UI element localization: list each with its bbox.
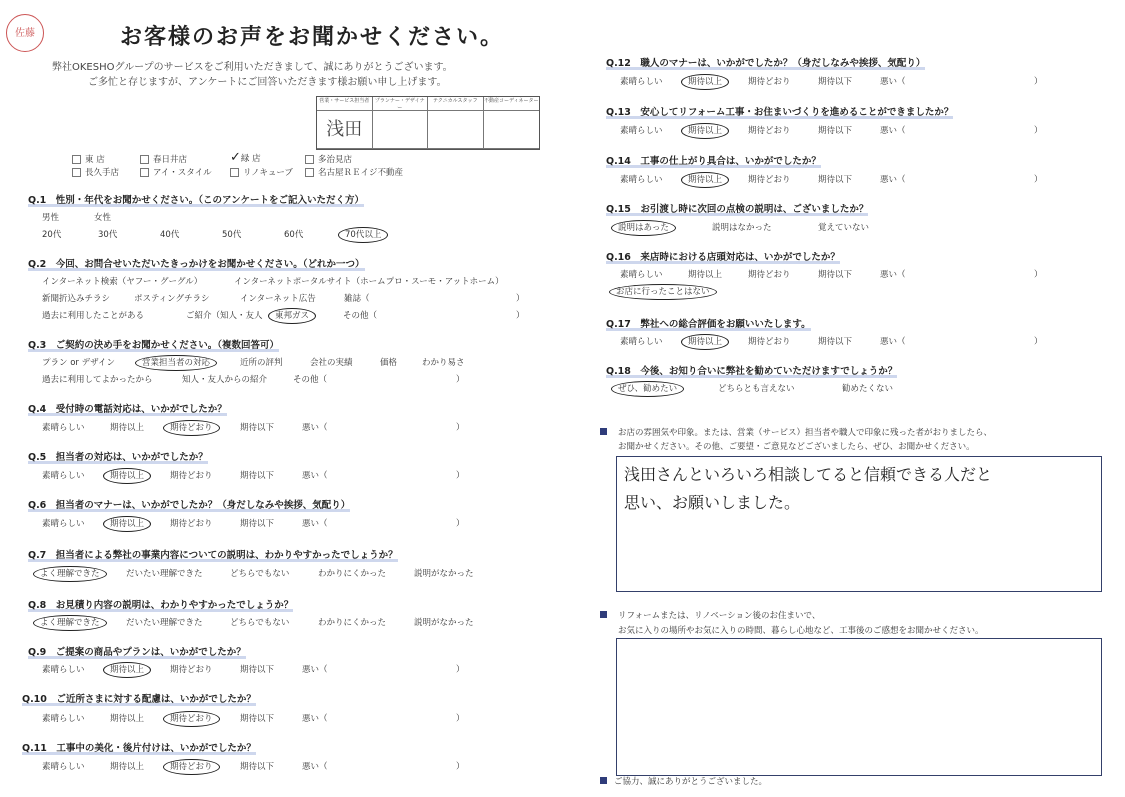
q17-option-below[interactable]: 期待以下 [818, 337, 853, 347]
q17-option-bad[interactable]: 悪い（ [880, 337, 906, 347]
q1-option-20s[interactable]: 20代 [42, 230, 62, 240]
q2-option-portal[interactable]: インターネットポータルサイト（ホームプロ・スーモ・アットホーム） [234, 277, 504, 287]
q2-option-other[interactable]: その他（ [343, 311, 378, 321]
q11-option-as-expected-selected[interactable]: 期待どおり [163, 759, 220, 775]
comment1-prompt-line-1: お店の雰囲気や印象。または、営業（サービス）担当者や職人で印象に残った者がおりましたら、 [618, 428, 993, 438]
bullet-square [600, 428, 607, 435]
staff-value-sales[interactable]: 浅田 [317, 111, 373, 149]
q16-bad-close: ） [1034, 270, 1043, 280]
q2-other-close: ） [516, 311, 525, 321]
q13-option-as-expected[interactable]: 期待どおり [748, 126, 791, 136]
q11-option-above[interactable]: 期待以上 [110, 762, 145, 772]
comment1-prompt-line-2: お聞かせください。その他、ご要望・ご意見などございましたら、ぜひ、お聞かせください。 [618, 442, 975, 452]
q7-option-neutral[interactable]: どちらでもない [230, 569, 290, 579]
store-checkbox-istyle[interactable]: アイ・スタイル [140, 166, 212, 178]
q10-bad-close: ） [456, 714, 465, 724]
staff-value-technical[interactable] [428, 111, 484, 149]
q2-referral-toho-gas[interactable]: 東邦ガス [268, 308, 316, 324]
staff-header-sales: 営業・サービス担当者 [317, 97, 373, 111]
q1-option-male[interactable]: 男性 [42, 213, 60, 223]
q10-option-as-expected-selected[interactable]: 期待どおり [163, 711, 220, 727]
q14-bad-close: ） [1034, 175, 1043, 185]
q4-bad-close: ） [456, 423, 465, 433]
q6-title: Q.6 担当者のマナーは、いかがでしたか？（身だしなみや挨拶、気配り） [28, 497, 350, 511]
q2-option-newspaper[interactable]: 新聞折込みチラシ [42, 294, 111, 304]
q18-title: Q.18 今後、お知り合いに弊社を勧めていただけますでしょうか？ [606, 363, 897, 377]
seal-stamp: 佐藤 [6, 14, 44, 52]
q10-option-excellent[interactable]: 素晴らしい [42, 714, 85, 724]
store-checkbox-nagakute[interactable]: 長久手店 [72, 166, 119, 178]
q12-option-below[interactable]: 期待以下 [818, 77, 853, 87]
store-checkbox-renocube[interactable]: リノキューブ [230, 166, 293, 178]
q4-option-excellent[interactable]: 素晴らしい [42, 423, 85, 433]
store-checkbox-higashi[interactable]: 東 店 [72, 153, 105, 165]
q3-title: Q.3 ご契約の決め手をお聞かせください。（複数回答可） [28, 337, 279, 351]
q16-option-as-expected[interactable]: 期待どおり [748, 270, 791, 280]
q2-option-magazine[interactable]: 雑誌（ [344, 294, 370, 304]
q6-option-bad[interactable]: 悪い（ [302, 519, 328, 529]
q12-option-as-expected[interactable]: 期待どおり [748, 77, 791, 87]
q11-option-bad[interactable]: 悪い（ [302, 762, 328, 772]
q3-option-track-record[interactable]: 会社の実績 [310, 358, 353, 368]
q16-option-bad[interactable]: 悪い（ [880, 270, 906, 280]
q13-option-below[interactable]: 期待以下 [818, 126, 853, 136]
q1-option-60s[interactable]: 60代 [284, 230, 304, 240]
q11-option-below[interactable]: 期待以下 [240, 762, 275, 772]
q18-option-recommend-selected[interactable]: ぜひ、勧めたい [611, 381, 684, 397]
q1-title: Q.1 性別・年代をお聞かせください。（このアンケートをご記入いただく方） [28, 192, 364, 206]
q10-title: Q.10 ご近所さまに対する配慮は、いかがでしたか？ [22, 691, 256, 705]
q10-option-above[interactable]: 期待以上 [110, 714, 145, 724]
staff-header-planner: プランナー・デザイナー [373, 97, 429, 111]
q1-option-70s-selected[interactable]: 70代以上 [338, 227, 388, 243]
q11-title: Q.11 工事中の美化・後片付けは、いかがでしたか？ [22, 740, 256, 754]
bullet-square [600, 777, 607, 784]
q10-option-below[interactable]: 期待以下 [240, 714, 275, 724]
q5-bad-close: ） [456, 471, 465, 481]
q13-option-bad[interactable]: 悪い（ [880, 126, 906, 136]
q1-option-female[interactable]: 女性 [94, 213, 112, 223]
q2-option-web-ad[interactable]: インターネット広告 [240, 294, 316, 304]
q9-option-bad[interactable]: 悪い（ [302, 665, 328, 675]
q18-option-neutral[interactable]: どちらとも言えない [718, 384, 795, 394]
q7-option-mostly[interactable]: だいたい理解できた [126, 569, 203, 579]
staff-header-technical: テクニカルスタッフ [428, 97, 484, 111]
q14-option-above-selected[interactable]: 期待以上 [681, 172, 729, 188]
q8-option-neutral[interactable]: どちらでもない [230, 618, 290, 628]
q16-option-above[interactable]: 期待以上 [688, 270, 723, 280]
staff-value-planner[interactable] [373, 111, 429, 149]
q12-option-above-selected[interactable]: 期待以上 [681, 74, 729, 90]
q13-bad-close: ） [1034, 126, 1043, 136]
q12-option-excellent[interactable]: 素晴らしい [620, 77, 663, 87]
q14-option-below[interactable]: 期待以下 [818, 175, 853, 185]
q5-option-as-expected[interactable]: 期待どおり [170, 471, 213, 481]
q3-option-past-good[interactable]: 過去に利用してよかったから [42, 375, 153, 385]
q5-option-above-selected[interactable]: 期待以上 [103, 468, 151, 484]
comment2-prompt-line-2: お気に入りの場所やお気に入りの時間、暮らし心地など、工事後のご感想をお聞かせください。 [618, 626, 984, 636]
q8-title: Q.8 お見積り内容の説明は、わかりやすかったでしょうか？ [28, 597, 293, 611]
staff-header-realestate: 不動産コーディネーター [484, 97, 540, 111]
footer-thanks: ご協力、誠にありがとうございました。 [614, 777, 768, 787]
q3-other-close: ） [456, 375, 465, 385]
bullet-square [600, 611, 607, 618]
q14-option-bad[interactable]: 悪い（ [880, 175, 906, 185]
q9-option-above-selected[interactable]: 期待以上 [103, 662, 151, 678]
store-checkbox-midori[interactable]: ✓緑 店 [230, 150, 261, 165]
page-title: お客様のお声をお聞かせください。 [120, 25, 505, 50]
q5-option-excellent[interactable]: 素晴らしい [42, 471, 85, 481]
q12-title: Q.12 職人のマナーは、いかがでしたか？（身だしなみや挨拶、気配り） [606, 55, 925, 69]
q18-option-not-recommend[interactable]: 勧めたくない [842, 384, 894, 394]
comment1-answer-line-2: 思い、お願いしました。 [624, 493, 801, 512]
q13-option-excellent[interactable]: 素晴らしい [620, 126, 663, 136]
intro-line-2: ご多忙と存じますが、アンケートにご回答いただきます様お願い申し上げます。 [88, 77, 447, 88]
q2-title: Q.2 今回、お問合せいただいたきっかけをお聞かせください。（どれか一つ） [28, 256, 365, 270]
q8-option-fully-selected[interactable]: よく理解できた [33, 615, 107, 631]
q11-bad-close: ） [456, 762, 465, 772]
q7-option-fully-selected[interactable]: よく理解できた [33, 566, 107, 582]
q3-option-plan[interactable]: プラン or デザイン [42, 358, 116, 368]
store-checkbox-kasugai[interactable]: 春日井店 [140, 153, 187, 165]
q16-option-below[interactable]: 期待以下 [818, 270, 853, 280]
q8-option-none[interactable]: 説明がなかった [414, 618, 474, 628]
q9-option-excellent[interactable]: 素晴らしい [42, 665, 85, 675]
q5-title: Q.5 担当者の対応は、いかがでしたか？ [28, 449, 208, 463]
q2-option-referral[interactable]: ご紹介（知人・友人 [186, 311, 263, 321]
q15-title: Q.15 お引渡し時に次回の点検の説明は、ございましたか？ [606, 201, 868, 215]
q8-option-unclear[interactable]: わかりにくかった [318, 618, 387, 628]
q1-option-40s[interactable]: 40代 [160, 230, 180, 240]
q7-option-unclear[interactable]: わかりにくかった [318, 569, 387, 579]
q3-option-clarity[interactable]: わかり易さ [422, 358, 465, 368]
q9-option-below[interactable]: 期待以下 [240, 665, 275, 675]
q7-option-none[interactable]: 説明がなかった [414, 569, 474, 579]
q3-option-sales-staff-selected[interactable]: 営業担当者の対応 [135, 355, 217, 371]
store-checkbox-tajimi[interactable]: 多治見店 [305, 153, 352, 165]
q15-option-dont-remember[interactable]: 覚えていない [818, 223, 870, 233]
q2-option-search[interactable]: インターネット検索（ヤフー・グーグル） [42, 277, 203, 287]
q8-option-mostly[interactable]: だいたい理解できた [126, 618, 203, 628]
q15-option-not-explained[interactable]: 説明はなかった [712, 223, 772, 233]
q14-option-excellent[interactable]: 素晴らしい [620, 175, 663, 185]
q6-option-excellent[interactable]: 素晴らしい [42, 519, 85, 529]
q17-title: Q.17 弊社への総合評価をお願いいたします。 [606, 316, 811, 330]
q17-option-as-expected[interactable]: 期待どおり [748, 337, 791, 347]
q6-option-as-expected[interactable]: 期待どおり [170, 519, 213, 529]
q1-option-50s[interactable]: 50代 [222, 230, 242, 240]
q15-option-explained-selected[interactable]: 説明はあった [611, 220, 676, 236]
q4-option-below[interactable]: 期待以下 [240, 423, 275, 433]
q11-option-excellent[interactable]: 素晴らしい [42, 762, 85, 772]
q1-option-30s[interactable]: 30代 [98, 230, 118, 240]
q13-option-above-selected[interactable]: 期待以上 [681, 123, 729, 139]
q17-bad-close: ） [1034, 337, 1043, 347]
q3-option-other[interactable]: その他（ [293, 375, 328, 385]
comment2-textarea[interactable] [616, 638, 1102, 776]
q14-option-as-expected[interactable]: 期待どおり [748, 175, 791, 185]
q3-option-price[interactable]: 価格 [380, 358, 398, 368]
comment2-prompt-line-1: リフォームまたは、リノベーション後のお住まいで、 [618, 611, 821, 621]
q9-bad-close: ） [456, 665, 465, 675]
q4-option-above[interactable]: 期待以上 [110, 423, 145, 433]
q4-option-as-expected-selected[interactable]: 期待どおり [163, 420, 220, 436]
q5-option-bad[interactable]: 悪い（ [302, 471, 328, 481]
q13-title: Q.13 安心してリフォーム工事・お住まいづくりを進めることができましたか？ [606, 104, 953, 118]
q6-option-below[interactable]: 期待以下 [240, 519, 275, 529]
q12-bad-close: ） [1034, 77, 1043, 87]
q2-magazine-close: ） [516, 294, 525, 304]
q3-option-friend-referral[interactable]: 知人・友人からの紹介 [182, 375, 268, 385]
intro-line-1: 弊社OKESHOグループのサービスをご利用いただきまして、誠にありがとうございます。 [52, 62, 453, 73]
q6-bad-close: ） [456, 519, 465, 529]
q2-option-posting[interactable]: ポスティングチラシ [134, 294, 210, 304]
q3-option-reputation[interactable]: 近所の評判 [240, 358, 283, 368]
q7-title: Q.7 担当者による弊社の事業内容についての説明は、わかりやすかったでしょうか？ [28, 547, 398, 561]
q6-option-above-selected[interactable]: 期待以上 [103, 516, 151, 532]
q4-option-bad[interactable]: 悪い（ [302, 423, 328, 433]
staff-value-realestate[interactable] [484, 111, 540, 149]
q10-option-bad[interactable]: 悪い（ [302, 714, 328, 724]
store-checkbox-nagoya-re[interactable]: 名古屋ＲＥイジ不動産 [305, 166, 403, 178]
comment1-answer-line-1: 浅田さんといろいろ相談してると信頼できる人だと [624, 465, 993, 484]
q17-option-excellent[interactable]: 素晴らしい [620, 337, 663, 347]
q4-title: Q.4 受付時の電話対応は、いかがでしたか？ [28, 401, 227, 415]
staff-table [316, 96, 540, 150]
q9-option-as-expected[interactable]: 期待どおり [170, 665, 213, 675]
q2-option-past-use[interactable]: 過去に利用したことがある [42, 311, 145, 321]
q16-title: Q.16 来店時における店頭対応は、いかがでしたか？ [606, 249, 840, 263]
q16-option-excellent[interactable]: 素晴らしい [620, 270, 663, 280]
q17-option-above-selected[interactable]: 期待以上 [681, 334, 729, 350]
q5-option-below[interactable]: 期待以下 [240, 471, 275, 481]
q12-option-bad[interactable]: 悪い（ [880, 77, 906, 87]
q14-title: Q.14 工事の仕上がり具合は、いかがでしたか？ [606, 153, 821, 167]
q9-title: Q.9 ご提案の商品やプランは、いかがでしたか？ [28, 644, 246, 658]
q16-option-never-visited-selected[interactable]: お店に行ったことはない [609, 284, 717, 300]
